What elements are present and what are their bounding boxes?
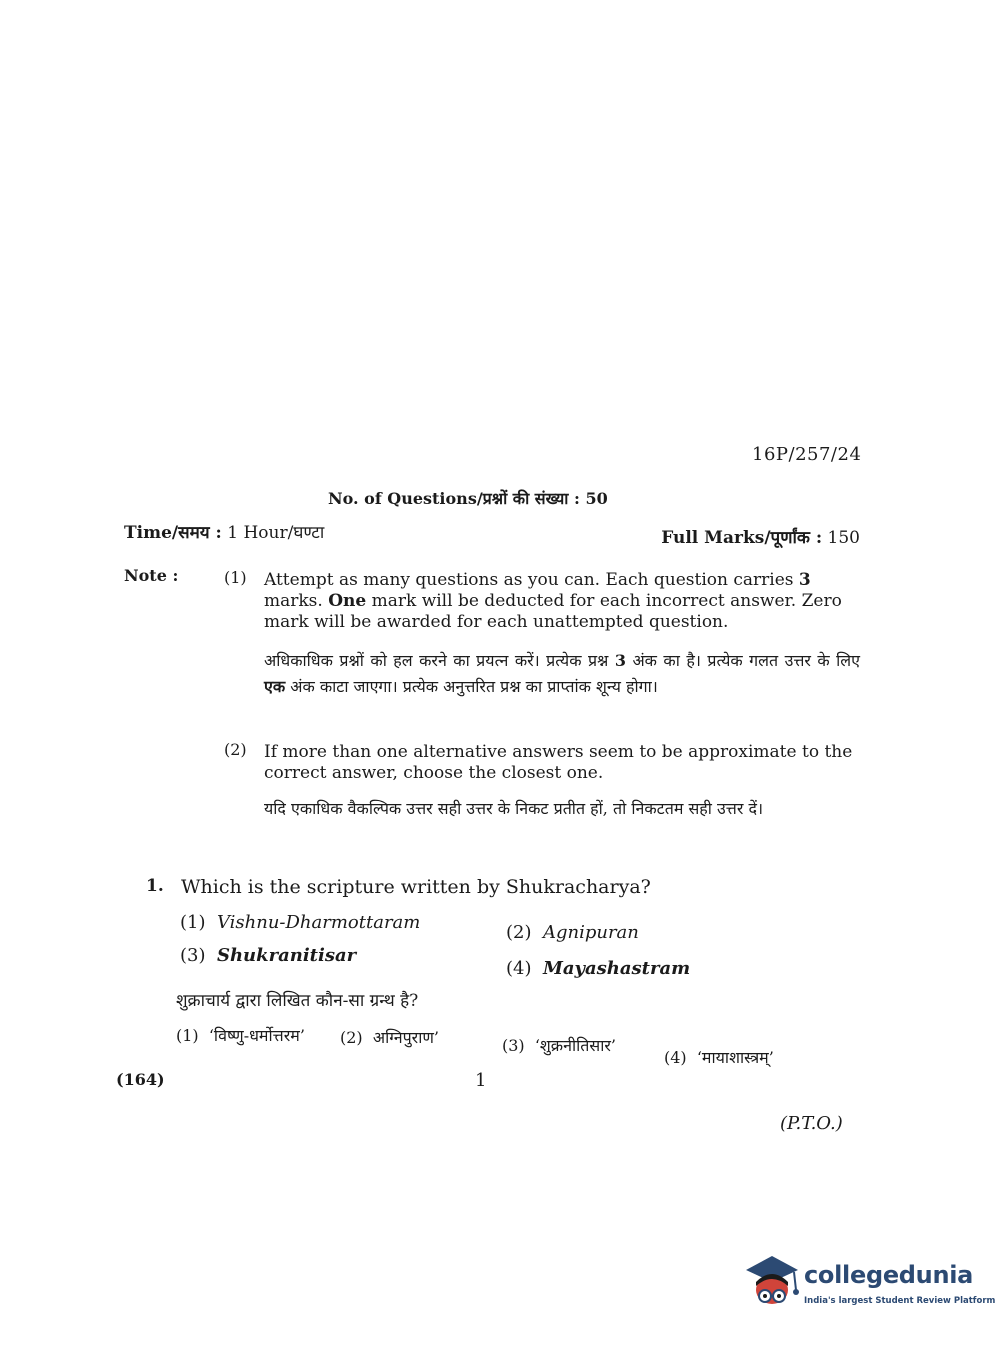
note-label: Note : [124,566,179,585]
option-3: (3) Shukranitisar [180,945,357,966]
option-2: (2) Agnipuran [506,922,639,943]
hindi-option-3: (3) ‘शुक्रनीतिसार’ [502,1036,616,1055]
note-1-hindi: अधिकाधिक प्रश्नों को हल करने का प्रयत्न करें। प्रत्येक प्रश्न 3 अंक का है। प्रत्येक गलत उत्तर के लिए एक अंक काटा जाएगा। प्रत्येक अनुत्तरित प्रश्न का प्राप्तांक शून्य होगा। [264,651,860,696]
note-2-english: If more than one alternative answers seem to be approximate to the correct answer, choose the closest one. [264,742,853,783]
note-1-english: Attempt as many questions as you can. Each question carries 3 marks. One mark will be deducted for each incorrect answer. Zero mark will be awarded for each unattempted question. [264,570,842,632]
option-4: (4) Mayashastram [506,958,691,979]
footer-paper-code: (164) [116,1070,165,1089]
hindi-option-1: (1) ‘विष्णु-धर्मोत्तरम’ [176,1026,305,1045]
question-text: Which is the scripture written by Shukracharya? [181,876,651,898]
note-2-number: (2) [224,740,247,759]
watermark-tagline: India's largest Student Review Platform [804,1296,996,1306]
marks-value: 150 [827,528,860,548]
time-label: Time/समय : [124,523,222,543]
hindi-option-2: (2) अग्निपुराण’ [340,1028,440,1047]
option-1: (1) Vishnu-Dharmottaram [180,912,421,933]
page-number: 1 [475,1070,487,1091]
paper-code: 16P/257/24 [752,444,862,465]
marks-label: Full Marks/पूर्णांक : [661,528,823,548]
question-number: 1. [146,876,164,896]
marks-line [661,525,860,548]
question-text-hindi: शुक्राचार्य द्वारा लिखित कौन-सा ग्रन्थ है? [176,991,419,1011]
time-line [124,520,324,543]
pto-label: (P.T.O.) [780,1113,843,1134]
note-2-hindi: यदि एकाधिक वैकल्पिक उत्तर सही उत्तर के निकट प्रतीत हों, तो निकटतम सही उत्तर दें। [264,799,764,818]
watermark-brand-name: collegedunia [804,1261,974,1289]
hindi-option-4: (4) ‘मायाशास्त्रम्’ [664,1048,774,1067]
time-value: 1 Hour/घण्टा [227,523,325,543]
note-1-number: (1) [224,568,247,587]
collegedunia-logo-icon [742,1252,802,1318]
questions-count-title: No. of Questions/प्रश्नों की संख्या : 50 [328,489,608,508]
